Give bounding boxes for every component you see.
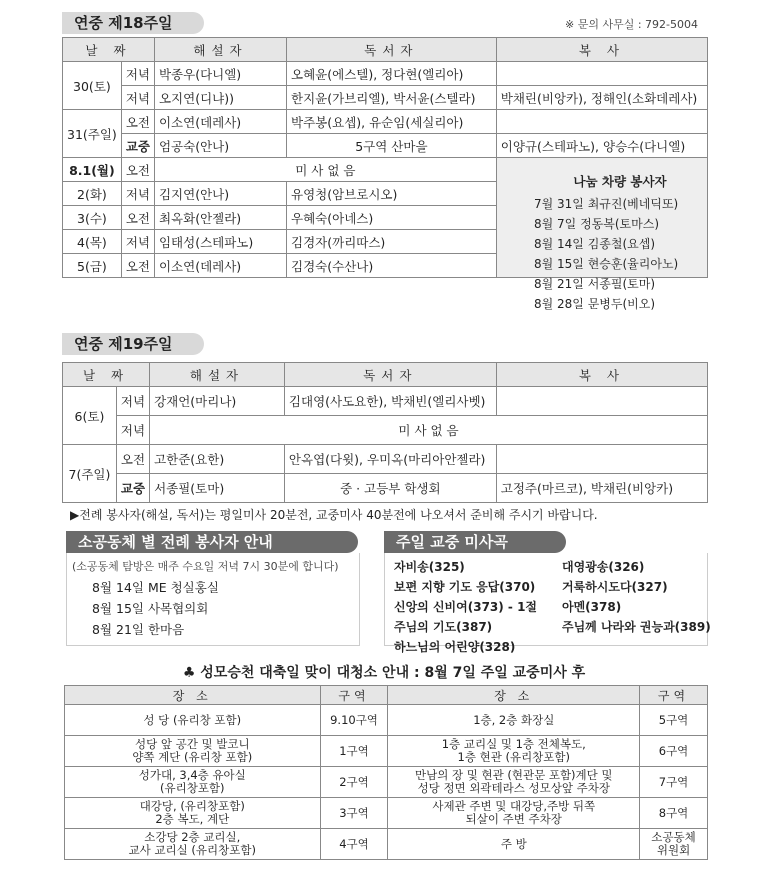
reader-cell: 한지윤(가브리엘), 박서윤(스텔라) <box>287 86 497 110</box>
table-row <box>63 387 708 416</box>
header-place: 장 소 <box>388 686 640 705</box>
reader-cell: 안옥엽(다윗), 우미옥(마리아안젤라) <box>284 445 496 474</box>
time-cell: 저녁 <box>121 230 154 254</box>
list-item: 8월 7일 정동복(토마스) <box>534 217 659 231</box>
list-item: 아멘(378) <box>562 600 622 614</box>
header-zone: 구역 <box>640 686 708 705</box>
no-mass-cell: 미 사 없 음 <box>154 158 496 182</box>
community-note: (소공동체 탐방은 매주 수요일 저녁 7시 30분에 합니다) <box>72 560 339 573</box>
reader-cell: 우혜숙(아네스) <box>287 206 497 230</box>
list-item: 8월 15일 사목협의회 <box>92 601 209 616</box>
time-cell: 오전 <box>121 110 154 134</box>
header-reader: 독서자 <box>284 363 496 387</box>
time-cell: 교중 <box>121 134 154 158</box>
date-cell: 4(목) <box>63 230 122 254</box>
list-item: 8월 21일 한마음 <box>92 622 185 637</box>
zone-cell: 3구역 <box>320 798 388 829</box>
time-cell: 오전 <box>121 206 154 230</box>
car-volunteer-list <box>506 172 706 314</box>
place-cell: 성 당 (유리창 포함) <box>65 705 321 736</box>
list-item: 대영광송(326) <box>562 560 645 574</box>
reader-cell: 중 · 고등부 학생회 <box>284 474 496 503</box>
list-item: 8월 14일 김종철(요셉) <box>534 237 656 251</box>
time-cell: 저녁 <box>116 416 149 445</box>
cleaning-title: ♣ 성모승천 대축일 맞이 대청소 안내 : 8월 7일 주일 교중미사 후 <box>182 665 586 681</box>
date-cell: 3(수) <box>63 206 122 230</box>
week18-title: 연중 제18주일 <box>62 12 204 34</box>
commentator-cell: 김지연(안나) <box>154 182 286 206</box>
date-cell: 8.1(월) <box>63 158 122 182</box>
commentator-cell: 오지연(디냐)) <box>154 86 286 110</box>
table-row <box>65 798 708 829</box>
list-item: 8월 15일 현승훈(율리아노) <box>534 257 679 271</box>
table-row <box>63 416 708 445</box>
place-cell: 성가대, 3,4층 유아실 (유리창포함) <box>65 767 321 798</box>
table-row <box>63 474 708 503</box>
date-cell: 30(토) <box>63 62 122 110</box>
zone-cell: 5구역 <box>640 705 708 736</box>
reader-cell: 오혜윤(에스텔), 정다현(엘리아) <box>287 62 497 86</box>
zone-cell: 1구역 <box>320 736 388 767</box>
list-item: 8월 14일 ME 청실홍실 <box>92 580 219 595</box>
reader-cell: 5구역 산마을 <box>287 134 497 158</box>
server-cell <box>496 445 707 474</box>
list-item: 7월 31일 최규진(베네딕또) <box>534 197 679 211</box>
commentator-cell: 이소연(데레사) <box>154 254 286 278</box>
zone-cell: 9.10구역 <box>320 705 388 736</box>
contact-note: ※ 문의 사무실 : 792-5004 <box>565 18 698 31</box>
header-date: 날 짜 <box>63 363 150 387</box>
list-item: 주님께 나라와 권능과(389) <box>562 620 711 634</box>
date-cell: 5(금) <box>63 254 122 278</box>
header-reader: 독서자 <box>287 38 497 62</box>
list-item: 하느님의 어린양(328) <box>394 640 516 654</box>
place-cell: 소강당 2층 교리실, 교사 교리실 (유리창포함) <box>65 829 321 860</box>
commentator-cell: 서종필(토마) <box>150 474 285 503</box>
zone-cell: 8구역 <box>640 798 708 829</box>
date-cell: 7(주일) <box>63 445 117 503</box>
cleaning-table <box>64 685 708 860</box>
list-item: 8월 28일 문병두(비오) <box>534 297 656 311</box>
place-cell: 사제관 주변 및 대강당,주방 뒤쪽 되살이 주변 주차장 <box>388 798 640 829</box>
table-row <box>65 736 708 767</box>
table-row <box>63 86 708 110</box>
week19-table <box>62 362 708 503</box>
reader-cell: 유영청(암브로시오) <box>287 182 497 206</box>
date-cell: 31(주일) <box>63 110 122 158</box>
reader-cell: 박주봉(요셉), 유순임(세실리아) <box>287 110 497 134</box>
list-item: 주님의 기도(387) <box>394 620 493 634</box>
header-commentator: 해설자 <box>154 38 286 62</box>
commentator-cell: 박종우(다니엘) <box>154 62 286 86</box>
list-item: 신앙의 신비여(373) - 1절 <box>394 600 538 614</box>
place-cell: 성당 앞 공간 및 발코니 양쪽 계단 (유리창 포함) <box>65 736 321 767</box>
zone-cell: 소공동체 위원회 <box>640 829 708 860</box>
community-title: 소공동체 별 전례 봉사자 안내 <box>66 531 358 553</box>
hymns-right-list <box>562 557 711 637</box>
server-cell <box>496 62 707 86</box>
header-server: 복 사 <box>496 38 707 62</box>
time-cell: 저녁 <box>121 62 154 86</box>
commentator-cell: 강재언(마리나) <box>150 387 285 416</box>
date-cell: 6(토) <box>63 387 117 445</box>
commentator-cell: 임태성(스테파노) <box>154 230 286 254</box>
time-cell: 교중 <box>116 474 149 503</box>
time-cell: 오전 <box>121 158 154 182</box>
no-mass-cell: 미 사 없 음 <box>150 416 708 445</box>
date-cell: 2(화) <box>63 182 122 206</box>
header-date: 날 짜 <box>63 38 155 62</box>
place-cell: 만남의 장 및 현관 (현관문 포함)계단 및 성당 정면 외곽테라스 성모상앞 주차장 <box>388 767 640 798</box>
server-cell: 고정주(마르코), 박채린(비앙카) <box>496 474 707 503</box>
reader-cell: 김경숙(수산나) <box>287 254 497 278</box>
table-row <box>63 110 708 134</box>
community-list <box>92 577 219 640</box>
time-cell: 저녁 <box>121 182 154 206</box>
commentator-cell: 이소연(데레사) <box>154 110 286 134</box>
table-row <box>65 705 708 736</box>
commentator-cell: 고한준(요한) <box>150 445 285 474</box>
commentator-cell: 엄공숙(안나) <box>154 134 286 158</box>
hymns-left-list <box>394 557 537 657</box>
server-cell: 박채린(비앙카), 정해인(소화데레사) <box>496 86 707 110</box>
server-cell <box>496 110 707 134</box>
time-cell: 저녁 <box>121 86 154 110</box>
header-server: 복 사 <box>496 363 707 387</box>
hymns-title: 주일 교중 미사곡 <box>384 531 566 553</box>
list-item: 거룩하시도다(327) <box>562 580 668 594</box>
server-cell <box>496 387 707 416</box>
place-cell: 1층, 2층 화장실 <box>388 705 640 736</box>
server-cell: 이양규(스테파노), 양승수(다니엘) <box>496 134 707 158</box>
footnote: ▶전례 봉사자(해설, 독서)는 평일미사 20분전, 교중미사 40분전에 나오셔서 준비해 주시기 바랍니다. <box>70 508 598 522</box>
table-row <box>63 134 708 158</box>
time-cell: 오전 <box>116 445 149 474</box>
header-place: 장 소 <box>65 686 321 705</box>
table-row <box>63 62 708 86</box>
header-commentator: 해설자 <box>150 363 285 387</box>
zone-cell: 7구역 <box>640 767 708 798</box>
table-row <box>65 767 708 798</box>
time-cell: 오전 <box>121 254 154 278</box>
table-row <box>63 445 708 474</box>
reader-cell: 김대영(사도요한), 박채빈(엘리사벳) <box>284 387 496 416</box>
reader-cell: 김경자(까리따스) <box>287 230 497 254</box>
header-zone: 구역 <box>320 686 388 705</box>
list-item: 자비송(325) <box>394 560 465 574</box>
place-cell: 주 방 <box>388 829 640 860</box>
place-cell: 1층 교리실 및 1층 전체복도, 1층 현관 (유리창포함) <box>388 736 640 767</box>
time-cell: 저녁 <box>116 387 149 416</box>
commentator-cell: 최옥화(안젤라) <box>154 206 286 230</box>
list-item: 보편 지향 기도 응답(370) <box>394 580 536 594</box>
place-cell: 대강당, (유리창포함) 2층 복도, 계단 <box>65 798 321 829</box>
zone-cell: 2구역 <box>320 767 388 798</box>
list-item: 8월 21일 서종필(토마) <box>534 277 656 291</box>
zone-cell: 4구역 <box>320 829 388 860</box>
zone-cell: 6구역 <box>640 736 708 767</box>
table-row <box>65 829 708 860</box>
week19-title: 연중 제19주일 <box>62 333 204 355</box>
car-volunteer-title: 나눔 차량 봉사자 <box>573 174 667 189</box>
